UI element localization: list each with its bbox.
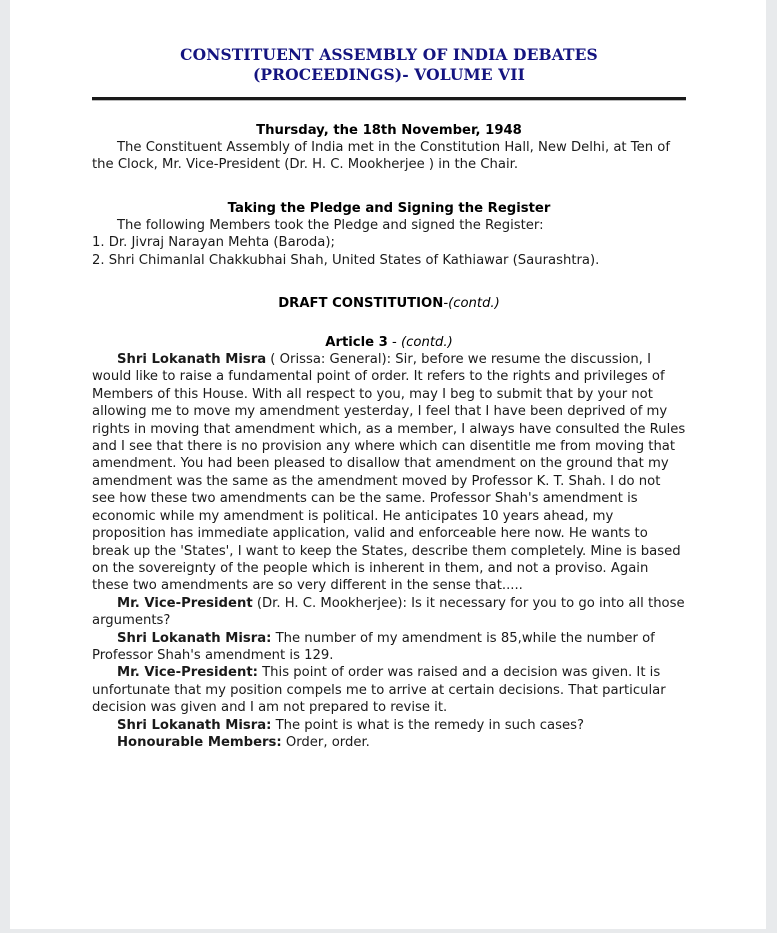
date-heading: Thursday, the 18th November, 1948 (256, 123, 522, 138)
article-heading (92, 334, 686, 351)
speech-speaker: Shri Lokanath Misra: (117, 630, 272, 646)
page-title-line-1: CONSTITUENT ASSEMBLY OF INDIA DEBATES (180, 45, 598, 64)
speech-paragraph (92, 630, 686, 665)
article-heading-dash: - (387, 335, 402, 351)
speech-paragraph (92, 351, 686, 595)
page-gutter-left (0, 0, 10, 933)
speech-speaker: Mr. Vice-President: (117, 665, 258, 681)
speech-speaker: Mr. Vice-President (117, 595, 253, 611)
page-gutter-bottom (0, 929, 777, 933)
draft-heading-suffix: -(contd.) (443, 296, 500, 312)
pledge-intro-paragraph: The following Members took the Pledge and signed the Register: (117, 217, 544, 233)
speech-paragraph (92, 664, 686, 716)
article-heading-suffix: (contd.) (401, 335, 453, 351)
article-heading-main: Article 3 (325, 335, 388, 351)
draft-constitution-heading (92, 295, 686, 312)
document-body (92, 0, 686, 751)
pledge-member-2: 2. Shri Chimanlal Chakkubhai Shah, United States of Kathiawar (Saurashtra). (92, 252, 600, 268)
speech-speaker: Shri Lokanath Misra: (117, 717, 272, 733)
speech-text: ( Orissa: General): Sir, before we resume the discussion, I would like to raise a fundamental point of order. It refers to the rights and privileges of Members of this House. With all respect to you, may I beg to submit that by your not allowing me to move my amendment yesterday, I feel that I have been deprived of my rights in moving that amendment which, as a member, I always have consulted the Rules and I see that there is no provision any where which can disentitle me from moving that amendment. You had been pleased to disallow that amendment on the ground that my amendment was the same as the amendment moved by Professor K. T. Shah. I do not see how these two amendments can be the same. Professor Shah's amendment is economic while my amendment is political. He anticipates 10 years ahead, my proposition has immediate application, valid and enforceable here now. He wants to break up the 'States', I want to keep the States, describe them completely. Mine is based on the sovereignty of the people which is inherent in them, and not a proviso. Again these two amendments are so very different in the sense that..... (92, 352, 686, 594)
opening-paragraph: The Constituent Assembly of India met in the Constitution Hall, New Delhi, at Ten of the Clock, Mr. Vice-President (Dr. H. C. Mookherjee ) in the Chair. (92, 140, 670, 173)
speech-paragraph (92, 717, 686, 734)
speech-paragraph (92, 734, 686, 751)
speech-text: (Dr. H. C. Mookherjee): Is it necessary for you to go into all those arguments? (92, 595, 685, 629)
draft-heading-main: DRAFT CONSTITUTION (278, 296, 444, 312)
page-gutter-right (766, 0, 777, 933)
speech-text: This point of order was raised and a decision was given. It is unfortunate that my position compels me to arrive at certain decisions. That particular decision was given and I am not prepared to revise it. (92, 665, 666, 716)
speech-text: Order, order. (281, 734, 370, 750)
pledge-member-1: 1. Dr. Jivraj Narayan Mehta (Baroda); (92, 235, 335, 251)
pledge-heading: Taking the Pledge and Signing the Register (227, 200, 551, 216)
page-title (92, 0, 686, 85)
title-divider (92, 97, 686, 100)
speech-text: The number of my amendment is 85,while the number of Professor Shah's amendment is 129. (92, 630, 655, 663)
speech-speaker: Honourable Members: (117, 734, 282, 750)
speech-speaker: Shri Lokanath Misra (117, 352, 267, 368)
page-title-line-2: (PROCEEDINGS)- VOLUME VII (252, 65, 525, 84)
speech-paragraph (92, 595, 686, 630)
speech-text: The point is what is the remedy in such cases? (271, 717, 584, 733)
